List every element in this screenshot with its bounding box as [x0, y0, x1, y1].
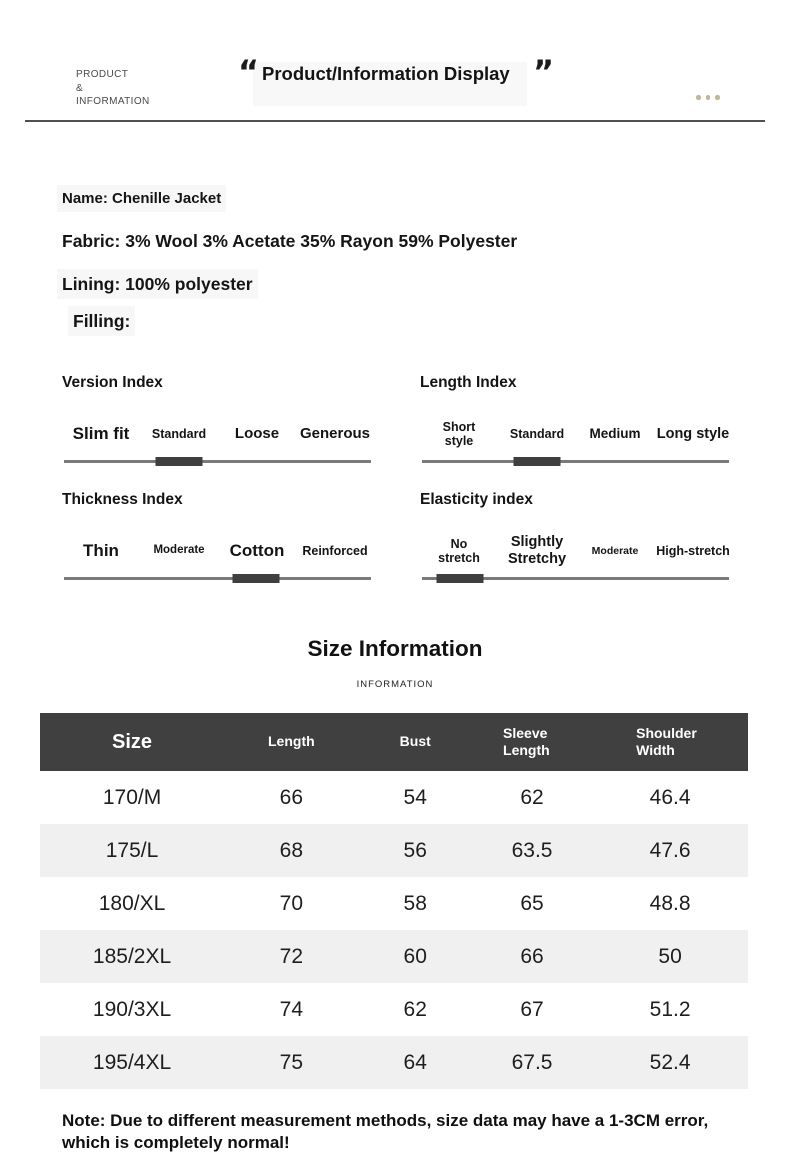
brand-line: PRODUCT [76, 69, 129, 80]
ellipsis-icon [696, 95, 720, 100]
index-option: Medium [589, 426, 641, 442]
cell-shoulder-width: 46.4 [649, 785, 691, 809]
index-selected-marker [437, 574, 484, 583]
index-options [420, 529, 732, 573]
index-track [64, 460, 371, 463]
brand-text [76, 68, 150, 109]
index-options [62, 529, 374, 573]
cell-size: 195/4XL [92, 1050, 172, 1074]
index-option: Short style [442, 419, 476, 448]
table-row [40, 1036, 748, 1089]
size-section-title: Size Information [307, 636, 483, 661]
table-row [40, 824, 748, 877]
size-note: Note: Due to different measurement methods, size data may have a 1-3CM error, which is completely normal! [62, 1111, 709, 1152]
table-row [40, 877, 748, 930]
product-name [62, 190, 221, 207]
cell-bust: 56 [403, 838, 427, 862]
column-header-bust: Bust [399, 733, 431, 750]
cell-sleeve-length: 62 [520, 785, 544, 809]
cell-shoulder-width: 47.6 [649, 838, 691, 862]
index-title: Thickness Index [62, 491, 183, 508]
cell-shoulder-width: 51.2 [649, 997, 691, 1021]
cell-shoulder-width: 50 [658, 944, 682, 968]
index-option: High-stretch [656, 543, 730, 558]
column-header-length: Length [268, 733, 315, 750]
cell-bust: 62 [403, 997, 427, 1021]
dot [715, 95, 720, 100]
thickness-index-block [62, 491, 374, 585]
product-filling-text: Filling: [73, 311, 131, 331]
cell-shoulder-width: 52.4 [649, 1050, 691, 1074]
column-header-sleeve-length: Sleeve Length [503, 724, 550, 758]
index-track [64, 577, 371, 580]
index-option: No stretch [438, 536, 480, 565]
table-row [40, 771, 748, 824]
index-track [422, 577, 729, 580]
cell-bust: 60 [403, 944, 427, 968]
index-option: Standard [509, 426, 565, 441]
index-track [422, 460, 729, 463]
elasticity-index-block [420, 491, 732, 585]
index-title: Version Index [62, 374, 163, 391]
table-row [40, 983, 748, 1036]
index-option: Moderate [153, 544, 205, 557]
product-fabric [62, 231, 517, 252]
open-quote-icon: “ [238, 53, 260, 91]
table-row [40, 930, 748, 983]
cell-size: 190/3XL [92, 997, 172, 1021]
cell-bust: 58 [403, 891, 427, 915]
index-options [62, 412, 374, 456]
index-option: Loose [234, 425, 280, 443]
cell-sleeve-length: 67 [520, 997, 544, 1021]
product-lining [62, 274, 253, 295]
product-name-text: Name: Chenille Jacket [62, 190, 222, 207]
column-header-size: Size [112, 730, 153, 753]
cell-size: 170/M [102, 785, 162, 809]
index-selected-marker [232, 574, 279, 583]
close-quote-icon: ” [533, 53, 555, 91]
size-section-subtitle: INFORMATION [356, 679, 434, 690]
size-table [40, 713, 748, 1089]
index-option: Moderate [591, 544, 639, 557]
cell-length: 68 [279, 838, 304, 862]
product-filling [73, 311, 130, 332]
index-option: Slightly Stretchy [507, 534, 567, 567]
cell-sleeve-length: 67.5 [511, 1050, 553, 1074]
cell-shoulder-width: 48.8 [649, 891, 691, 915]
index-selected-marker [156, 457, 203, 466]
cell-length: 75 [279, 1050, 304, 1074]
cell-length: 74 [279, 997, 304, 1021]
cell-length: 72 [279, 944, 304, 968]
brand-line: & [76, 82, 84, 94]
dot [706, 95, 711, 100]
index-title: Elasticity index [420, 491, 533, 508]
index-option: Thin [83, 541, 119, 561]
cell-length: 66 [279, 785, 304, 809]
column-header-shoulder-width: Shoulder Width [636, 724, 697, 758]
index-option: Generous [299, 425, 371, 443]
index-title: Length Index [420, 374, 517, 391]
cell-size: 175/L [105, 838, 159, 862]
table-header-row [40, 713, 748, 771]
cell-bust: 54 [403, 785, 427, 809]
cell-size: 180/XL [98, 891, 166, 915]
index-option: Standard [151, 426, 207, 441]
dot [696, 95, 701, 100]
product-lining-text: Lining: 100% polyester [62, 274, 253, 294]
cell-bust: 64 [403, 1050, 427, 1074]
length-index-block [420, 374, 732, 468]
cell-length: 70 [279, 891, 304, 915]
cell-sleeve-length: 66 [520, 944, 544, 968]
index-option: Long style [656, 425, 730, 442]
product-fabric-text: Fabric: 3% Wool 3% Acetate 35% Rayon 59% Polyester [62, 231, 518, 251]
index-option: Slim fit [72, 424, 130, 444]
cell-size: 185/2XL [92, 944, 172, 968]
version-index-block [62, 374, 374, 468]
cell-sleeve-length: 63.5 [511, 838, 553, 862]
header-divider [25, 120, 765, 122]
index-options [420, 412, 732, 456]
brand-line: INFORMATION [76, 96, 150, 107]
cell-sleeve-length: 65 [520, 891, 544, 915]
index-option: Cotton [229, 541, 285, 561]
index-option: Reinforced [302, 543, 368, 558]
index-selected-marker [514, 457, 561, 466]
page-title: Product/Information Display [262, 63, 510, 84]
